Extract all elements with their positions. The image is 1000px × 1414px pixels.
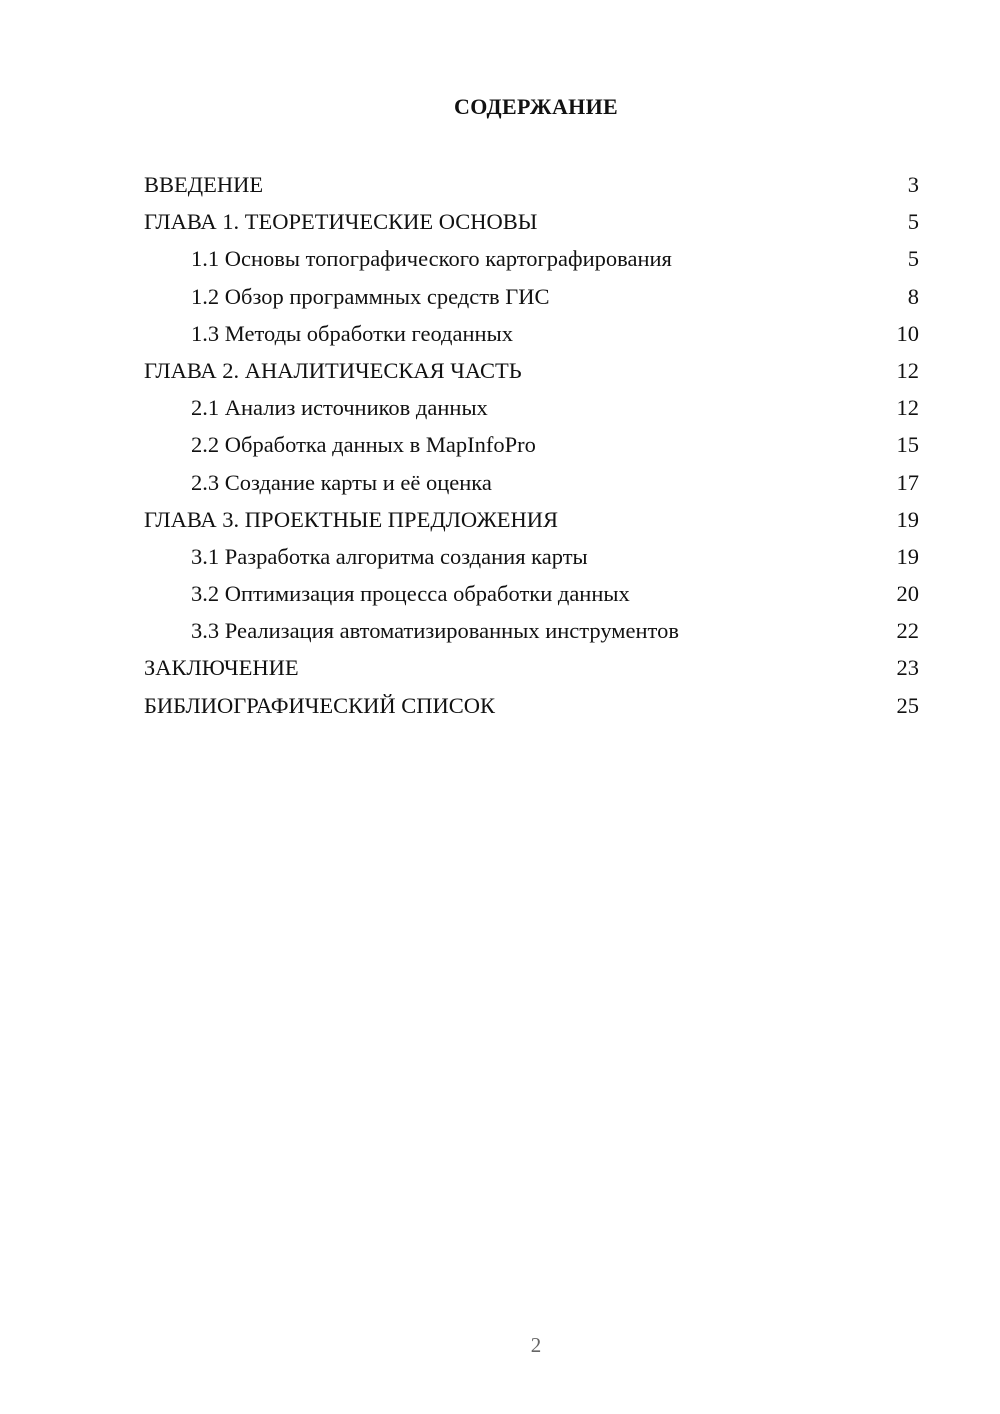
toc-entry-page: 25 xyxy=(896,692,919,718)
toc-entry-label: ГЛАВА 2. АНАЛИТИЧЕСКАЯ ЧАСТЬ xyxy=(144,357,522,383)
toc-entry-label: 1.1 Основы топографического картографирования xyxy=(191,246,672,272)
toc-subentry[interactable] xyxy=(144,612,919,649)
toc-entry-label: 1.3 Методы обработки геоданных xyxy=(191,320,513,346)
toc-entry-page: 5 xyxy=(907,209,919,235)
toc-entry-label: ЗАКЛЮЧЕНИЕ xyxy=(144,655,299,681)
toc-subentry[interactable] xyxy=(144,240,919,277)
toc-entry-page: 17 xyxy=(896,469,919,495)
toc-subentry[interactable] xyxy=(144,278,919,315)
toc-entry-page: 8 xyxy=(907,283,919,309)
toc-entry-label: 3.3 Реализация автоматизированных инструментов xyxy=(191,618,679,644)
toc-subentry[interactable] xyxy=(144,464,919,501)
toc-entry-label: 2.3 Создание карты и её оценка xyxy=(191,469,492,495)
page-title: СОДЕРЖАНИЕ xyxy=(454,94,618,119)
toc-entry[interactable] xyxy=(144,649,919,686)
toc-entry[interactable] xyxy=(144,687,919,724)
toc-entry[interactable] xyxy=(144,501,919,538)
toc-entry-label: 3.1 Разработка алгоритма создания карты xyxy=(191,543,588,569)
toc-entry-label: 1.2 Обзор программных средств ГИС xyxy=(191,283,550,309)
toc-entry-page: 23 xyxy=(896,655,919,681)
toc-entry-label: ГЛАВА 1. ТЕОРЕТИЧЕСКИЕ ОСНОВЫ xyxy=(144,209,538,235)
toc-entry-label: ГЛАВА 3. ПРОЕКТНЫЕ ПРЕДЛОЖЕНИЯ xyxy=(144,506,559,532)
toc-entry-label: 3.2 Оптимизация процесса обработки данных xyxy=(191,581,630,607)
toc-subentry[interactable] xyxy=(144,426,919,463)
toc-entry-page: 5 xyxy=(907,246,919,272)
toc-entry-page: 12 xyxy=(896,357,919,383)
toc-entry[interactable] xyxy=(144,166,919,203)
toc-entry-label: 2.1 Анализ источников данных xyxy=(191,395,488,421)
toc-subentry[interactable] xyxy=(144,575,919,612)
toc-entry-page: 15 xyxy=(896,432,919,458)
toc-entry[interactable] xyxy=(144,352,919,389)
toc-entry-page: 10 xyxy=(896,320,919,346)
toc-entry-label: БИБЛИОГРАФИЧЕСКИЙ СПИСОК xyxy=(144,692,496,718)
toc-entry-label: 2.2 Обработка данных в MapInfoPro xyxy=(191,432,536,458)
toc-entry-page: 12 xyxy=(896,395,919,421)
table-of-contents xyxy=(144,166,919,724)
toc-subentry[interactable] xyxy=(144,389,919,426)
toc-subentry[interactable] xyxy=(144,315,919,352)
page-number: 2 xyxy=(530,1333,542,1357)
toc-subentry[interactable] xyxy=(144,538,919,575)
toc-entry[interactable] xyxy=(144,203,919,240)
toc-entry-page: 19 xyxy=(896,506,919,532)
toc-entry-page: 22 xyxy=(896,618,919,644)
toc-entry-page: 20 xyxy=(896,581,919,607)
toc-entry-label: ВВЕДЕНИЕ xyxy=(144,172,264,197)
toc-entry-page: 19 xyxy=(896,543,919,569)
toc-entry-page: 3 xyxy=(907,172,919,197)
